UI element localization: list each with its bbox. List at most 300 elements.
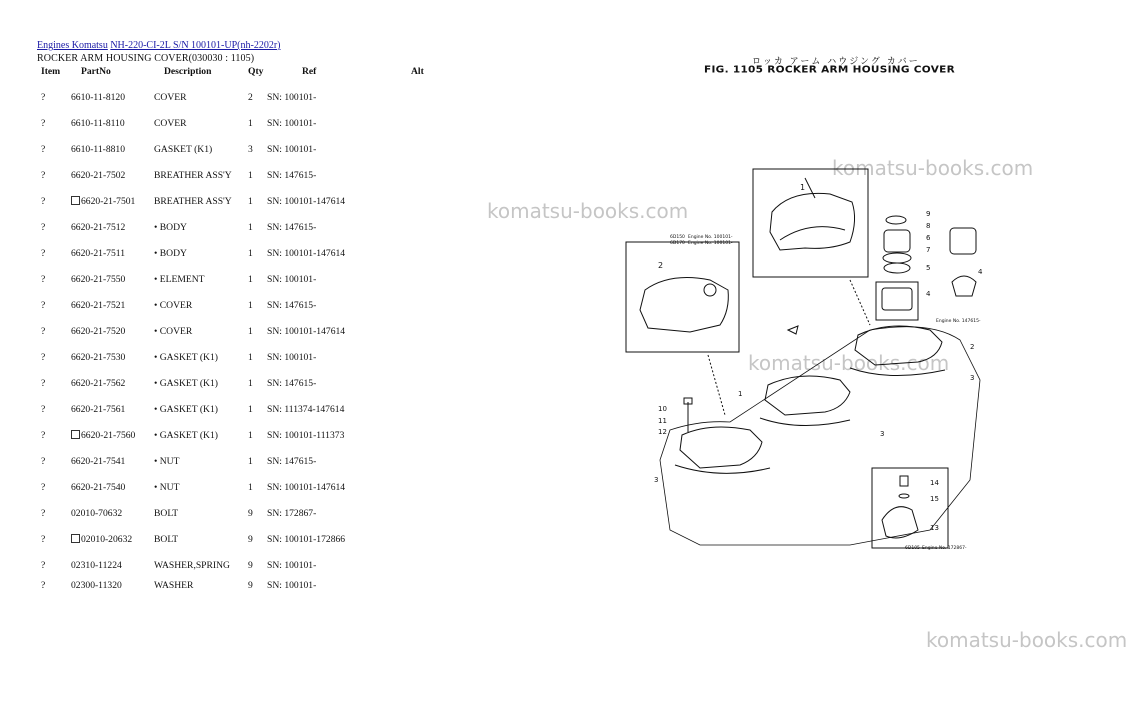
cell-qty (248, 79, 267, 105)
cell-ref (267, 157, 394, 183)
cell-qty-text: 1 (248, 378, 253, 389)
cell-item-text: ? (41, 300, 46, 311)
table-row (37, 157, 451, 183)
cell-ref-text: SN: 147615- (267, 456, 317, 467)
header-partno: PartNo (81, 66, 111, 77)
cell-description (152, 235, 248, 261)
cell-ref (267, 547, 394, 573)
cell-partno (71, 573, 152, 593)
cell-partno (71, 469, 152, 495)
cover-rear (855, 326, 942, 365)
cell-alt (394, 261, 451, 287)
breadcrumb-model-link[interactable]: NH-220-CI-2L S/N 100101-UP(nh-2202r) (110, 40, 281, 51)
cell-qty-text: 1 (248, 404, 253, 415)
breadcrumb (37, 40, 281, 51)
cell-qty (248, 521, 267, 547)
arrow-line (708, 355, 725, 415)
table-header-row (37, 66, 451, 79)
callout-5: 5 (926, 264, 931, 272)
cell-qty (248, 443, 267, 469)
cell-item (37, 313, 71, 339)
cell-description-text: • NUT (154, 456, 180, 467)
cell-partno-text: 6620-21-7512 (71, 222, 126, 233)
note-a2: Engine No. 100101- (688, 241, 733, 246)
cell-ref-text: SN: 100101-147614 (267, 196, 346, 207)
cover-2-shape (640, 278, 728, 332)
cell-item (37, 417, 71, 443)
cell-partno-text: 6620-21-7540 (71, 482, 126, 493)
parts-table-body (37, 79, 451, 593)
table-row (37, 391, 451, 417)
cell-item (37, 183, 71, 209)
cell-partno (71, 443, 152, 469)
cell-description-text: GASKET (K1) (154, 144, 213, 155)
cover-middle (765, 376, 850, 415)
cell-qty (248, 261, 267, 287)
cell-partno-text: 02010-70632 (71, 508, 123, 519)
cell-ref (267, 443, 394, 469)
breadcrumb-engines-link[interactable]: Engines Komatsu (37, 40, 108, 51)
cell-item-text: ? (41, 144, 46, 155)
cell-ref (267, 209, 394, 235)
cell-qty (248, 573, 267, 593)
cell-description (152, 547, 248, 573)
cell-alt (394, 105, 451, 131)
note-c: Engine No. 172867- (922, 546, 967, 551)
cell-qty-text: 1 (248, 274, 253, 285)
cell-qty (248, 469, 267, 495)
table-row (37, 105, 451, 131)
cell-ref-text: SN: 100101- (267, 144, 317, 155)
cell-partno (71, 235, 152, 261)
gasket-part (883, 253, 911, 263)
callout-1: 1 (800, 183, 806, 192)
cell-description-text: BOLT (154, 534, 179, 545)
cell-alt (394, 339, 451, 365)
callout-14: 14 (930, 479, 939, 487)
cell-item-text: ? (41, 580, 46, 591)
cell-partno-text: 02300-11320 (71, 580, 122, 591)
cell-item (37, 105, 71, 131)
cell-ref-text: SN: 172867- (267, 508, 317, 519)
table-row (37, 469, 451, 495)
cell-description (152, 261, 248, 287)
cell-ref-text: SN: 147615- (267, 300, 317, 311)
cell-qty-text: 9 (248, 534, 253, 545)
bracket-part (882, 507, 918, 538)
callout-3-rear: 3 (970, 374, 975, 382)
table-row (37, 417, 451, 443)
callout-3-front: 3 (654, 476, 659, 484)
cell-ref (267, 79, 394, 105)
cell-qty (248, 157, 267, 183)
cell-partno (71, 521, 152, 547)
cell-alt (394, 183, 451, 209)
cell-ref (267, 105, 394, 131)
cell-ref-text: SN: 147615- (267, 170, 317, 181)
cell-qty (248, 131, 267, 157)
cell-item (37, 261, 71, 287)
cell-item-text: ? (41, 196, 46, 207)
table-row (37, 521, 451, 547)
bolt-14 (900, 476, 908, 486)
header-alt: Alt (411, 66, 424, 77)
callout-2: 2 (658, 261, 664, 270)
cell-ref (267, 261, 394, 287)
cell-description (152, 105, 248, 131)
cell-qty-text: 1 (248, 326, 253, 337)
cell-qty-text: 1 (248, 456, 253, 467)
cell-item-text: ? (41, 118, 46, 129)
cell-item (37, 339, 71, 365)
cell-item-text: ? (41, 482, 46, 493)
cell-description-text: BREATHER ASS'Y (154, 170, 232, 181)
cell-item-text: ? (41, 534, 46, 545)
cell-item (37, 79, 71, 105)
cell-qty (248, 365, 267, 391)
cell-ref-text: SN: 100101-172866 (267, 534, 346, 545)
callout-4: 4 (926, 290, 931, 298)
cell-description (152, 417, 248, 443)
cell-item-text: ? (41, 248, 46, 259)
cell-qty-text: 1 (248, 170, 253, 181)
cell-item-text: ? (41, 222, 46, 233)
cell-ref-text: SN: 100101-147614 (267, 482, 346, 493)
cell-item-text: ? (41, 430, 46, 441)
cell-description (152, 521, 248, 547)
cell-qty (248, 105, 267, 131)
table-row (37, 287, 451, 313)
callout-7: 7 (926, 246, 931, 254)
cell-partno (71, 417, 152, 443)
cell-ref (267, 521, 394, 547)
cell-partno-text: 6620-21-7520 (71, 326, 126, 337)
figure-japanese-title: ロッカ アーム ハウジング カバー (752, 57, 920, 67)
cell-alt (394, 79, 451, 105)
header-description: Description (164, 66, 212, 77)
cell-description (152, 443, 248, 469)
cell-alt (394, 209, 451, 235)
cell-item (37, 365, 71, 391)
cell-description (152, 209, 248, 235)
cell-alt (394, 235, 451, 261)
cell-partno (71, 391, 152, 417)
cell-ref (267, 573, 394, 593)
cell-description-text: BOLT (154, 508, 179, 519)
cell-description-text: WASHER (154, 580, 194, 591)
cell-partno-text: 6610-11-8110 (71, 118, 125, 129)
cell-qty-text: 1 (248, 222, 253, 233)
cell-alt (394, 547, 451, 573)
cell-item (37, 573, 71, 593)
cell-qty (248, 313, 267, 339)
cell-description-text: • COVER (154, 300, 193, 311)
cell-alt (394, 469, 451, 495)
cell-partno-text: 6620-21-7511 (71, 248, 126, 259)
cell-alt (394, 287, 451, 313)
alt-marker-icon (71, 196, 80, 205)
cell-alt (394, 521, 451, 547)
breather-body (884, 230, 910, 252)
cell-ref (267, 365, 394, 391)
cell-description-text: • COVER (154, 326, 193, 337)
cell-alt (394, 313, 451, 339)
cell-partno (71, 339, 152, 365)
table-row (37, 183, 451, 209)
cell-partno-text: 6610-11-8810 (71, 144, 126, 155)
cell-qty (248, 495, 267, 521)
cell-item-text: ? (41, 456, 46, 467)
cell-item-text: ? (41, 404, 46, 415)
note-c-code: 6D105 (905, 546, 920, 551)
cell-alt (394, 495, 451, 521)
cell-description-text: • GASKET (K1) (154, 378, 218, 389)
cell-description (152, 313, 248, 339)
cell-ref-text: SN: 100101-111373 (267, 430, 345, 441)
cell-description (152, 131, 248, 157)
callout-9: 9 (926, 210, 931, 218)
cell-ref-text: SN: 111374-147614 (267, 404, 345, 415)
cell-description-text: • NUT (154, 482, 180, 493)
cell-ref-text: SN: 100101- (267, 352, 317, 363)
cell-ref-text: SN: 100101-147614 (267, 248, 346, 259)
cell-item-text: ? (41, 352, 46, 363)
callout-6: 6 (926, 234, 931, 242)
header-qty: Qty (248, 66, 264, 77)
watermark: komatsu-books.com (748, 351, 950, 375)
cell-alt (394, 417, 451, 443)
cell-partno-text: 6620-21-7562 (71, 378, 126, 389)
cell-partno-text: 6620-21-7502 (71, 170, 126, 181)
cell-qty-text: 1 (248, 196, 253, 207)
callout-1-main: 1 (738, 390, 743, 398)
cell-qty-text: 1 (248, 248, 253, 259)
cell-description-text: COVER (154, 92, 187, 103)
cell-item (37, 469, 71, 495)
table-row (37, 261, 451, 287)
callout-15: 15 (930, 495, 939, 503)
cell-partno (71, 261, 152, 287)
breather-cover (882, 288, 912, 310)
cell-qty-text: 1 (248, 118, 253, 129)
cell-ref (267, 183, 394, 209)
cell-ref (267, 495, 394, 521)
cell-ref-text: SN: 147615- (267, 378, 317, 389)
cell-partno (71, 131, 152, 157)
cell-item (37, 287, 71, 313)
table-row (37, 209, 451, 235)
cell-ref-text: SN: 100101- (267, 580, 317, 591)
note-a-code2: 6D170 (670, 241, 685, 246)
cell-item (37, 495, 71, 521)
cell-description (152, 183, 248, 209)
cell-partno (71, 183, 152, 209)
callout-2-main: 2 (970, 343, 975, 351)
cell-partno (71, 495, 152, 521)
cell-qty-text: 2 (248, 92, 253, 103)
breather-body-alt (950, 228, 976, 254)
cell-partno-text: 6620-21-7501 (81, 196, 136, 207)
cell-description-text: • BODY (154, 222, 187, 233)
cell-description-text: • GASKET (K1) (154, 430, 218, 441)
cell-item (37, 547, 71, 573)
cell-item (37, 235, 71, 261)
cell-partno (71, 313, 152, 339)
cell-partno (71, 79, 152, 105)
cell-partno-text: 6620-21-7550 (71, 274, 126, 285)
cell-item-text: ? (41, 274, 46, 285)
cell-item (37, 521, 71, 547)
cell-item-text: ? (41, 92, 46, 103)
cell-partno-text: 6620-21-7521 (71, 300, 126, 311)
cell-qty-text: 9 (248, 508, 253, 519)
cell-description (152, 157, 248, 183)
cell-alt (394, 391, 451, 417)
cell-item (37, 391, 71, 417)
washer-15 (899, 494, 909, 498)
note-a1: Engine No. 100101- (688, 235, 733, 240)
watermark: komatsu-books.com (926, 628, 1127, 652)
callout-12: 12 (658, 428, 667, 436)
arrow-line (850, 280, 870, 325)
cell-partno-text: 6620-21-7560 (81, 430, 136, 441)
cell-qty (248, 547, 267, 573)
table-row (37, 495, 451, 521)
figure-title: FIG. 1105 ROCKER ARM HOUSING COVER (704, 64, 956, 76)
gasket-middle (760, 418, 850, 426)
cell-ref (267, 391, 394, 417)
alt-marker-icon (71, 430, 80, 439)
cell-partno-text: 6620-21-7530 (71, 352, 126, 363)
cell-ref-text: SN: 100101- (267, 274, 317, 285)
table-row (37, 365, 451, 391)
cell-alt (394, 365, 451, 391)
page-title: ROCKER ARM HOUSING COVER(030030 : 1105) (37, 53, 255, 64)
cell-ref (267, 417, 394, 443)
cell-qty (248, 183, 267, 209)
cell-qty-text: 1 (248, 430, 253, 441)
cell-description (152, 391, 248, 417)
table-row (37, 547, 451, 573)
cell-ref (267, 131, 394, 157)
callout-4-alt: 4 (978, 268, 983, 276)
cell-description (152, 79, 248, 105)
cell-ref-text: SN: 100101- (267, 118, 317, 129)
cell-partno-text: 02010-20632 (81, 534, 133, 545)
table-row (37, 573, 451, 593)
callout-8: 8 (926, 222, 931, 230)
cell-ref-text: SN: 100101-147614 (267, 326, 346, 337)
inset-box-cover-1 (753, 169, 868, 277)
cell-description-text: COVER (154, 118, 187, 129)
cell-item (37, 131, 71, 157)
cell-description-text: • ELEMENT (154, 274, 205, 285)
callout-3-mid: 3 (880, 430, 885, 438)
cell-description (152, 495, 248, 521)
cell-item (37, 443, 71, 469)
cell-ref (267, 287, 394, 313)
cell-qty (248, 417, 267, 443)
engine-head-outline (660, 327, 980, 545)
cell-item-text: ? (41, 326, 46, 337)
cell-item-text: ? (41, 508, 46, 519)
parts-table (37, 66, 451, 593)
cell-qty-text: 1 (248, 300, 253, 311)
watermark: komatsu-books.com (487, 199, 689, 223)
cell-description (152, 365, 248, 391)
note-a-code1: 6D150 (670, 235, 685, 240)
cell-qty-text: 3 (248, 144, 253, 155)
direction-arrow (788, 326, 798, 334)
cover-2-hole (704, 284, 716, 296)
breather-cover-alt (952, 276, 976, 296)
cell-item (37, 209, 71, 235)
cell-ref (267, 235, 394, 261)
table-row (37, 313, 451, 339)
cover-front (680, 427, 762, 468)
element-part (884, 263, 910, 273)
cell-ref-text: SN: 100101- (267, 560, 317, 571)
cell-description (152, 469, 248, 495)
cell-partno (71, 105, 152, 131)
cell-qty-text: 1 (248, 352, 253, 363)
table-row (37, 339, 451, 365)
cell-partno-text: 6620-21-7561 (71, 404, 126, 415)
cell-partno (71, 287, 152, 313)
cell-alt (394, 131, 451, 157)
cell-description (152, 573, 248, 593)
header-ref: Ref (302, 66, 317, 77)
cell-description-text: • GASKET (K1) (154, 404, 218, 415)
table-row (37, 235, 451, 261)
table-row (37, 443, 451, 469)
cell-ref (267, 469, 394, 495)
cell-alt (394, 157, 451, 183)
cell-alt (394, 443, 451, 469)
cell-description-text: BREATHER ASS'Y (154, 196, 232, 207)
cell-qty (248, 287, 267, 313)
cell-alt (394, 573, 451, 593)
cell-qty (248, 339, 267, 365)
cell-item-text: ? (41, 170, 46, 181)
cell-partno (71, 547, 152, 573)
cell-qty-text: 1 (248, 482, 253, 493)
cell-partno (71, 157, 152, 183)
cell-qty (248, 209, 267, 235)
cell-description-text: WASHER,SPRING (154, 560, 230, 571)
cell-ref-text: SN: 147615- (267, 222, 317, 233)
cell-qty-text: 9 (248, 580, 253, 591)
cell-description-text: • GASKET (K1) (154, 352, 218, 363)
cell-ref (267, 339, 394, 365)
washer-part (886, 216, 906, 224)
cell-partno-text: 02310-11224 (71, 560, 122, 571)
cover-1-detail (780, 227, 845, 240)
table-row (37, 131, 451, 157)
cell-qty-text: 9 (248, 560, 253, 571)
leader-line (805, 178, 815, 198)
cell-partno-text: 6620-21-7541 (71, 456, 126, 467)
callout-11: 11 (658, 417, 667, 425)
watermark: komatsu-books.com (832, 156, 1034, 180)
callout-13: 13 (930, 524, 939, 532)
cell-partno (71, 209, 152, 235)
header-item: Item (41, 66, 61, 77)
gasket-rear (850, 368, 945, 376)
cell-description (152, 287, 248, 313)
cell-description (152, 339, 248, 365)
cell-description-text: • BODY (154, 248, 187, 259)
